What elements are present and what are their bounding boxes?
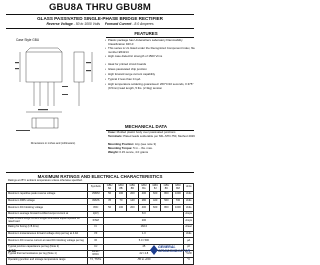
table-cell: 200 [104,218,184,225]
table-cell: pF [184,244,194,251]
table-cell: Operating junction and storage temperature range [7,257,88,264]
table-cell: IR [88,238,104,245]
package-outline-drawing [12,44,104,142]
table-row [7,218,194,225]
table-cell: Maximum DC blocking voltage [7,205,88,212]
table-cell: Amps [184,218,194,225]
feature-item: • High case dielectric strength of 1500 Vrms [105,54,163,58]
table-cell: RθJA / RθJC [88,251,104,258]
page-title: GBU8A THRU GBU8M [48,2,152,13]
table-cell: VRMS [88,198,104,205]
table-header-row [7,184,194,192]
table-header-cell: GBU 8J [150,184,161,192]
table-cell: Typical thermal resistance per leg (Note 1) [7,251,88,258]
table-header-cell [7,184,88,192]
table-header-cell: Symbols [88,184,104,192]
feature-item: • High forward surge current capability [105,72,156,76]
forward-current-label: Forward Current [104,22,132,26]
table-cell: TJ, TSTG [88,257,104,264]
table-cell: 600 [150,192,161,199]
table-cell: Maximum RMS voltage [7,198,88,205]
table-cell: 200 [127,192,138,199]
table-cell: 8.0 [104,211,184,218]
table-cell: 200 [127,205,138,212]
table-cell: μA [184,238,194,245]
table-cell: 420 [150,198,161,205]
table-row [7,257,194,264]
forward-current-value: - 8.0 Amperes [131,22,154,26]
feature-item: • Ideal for printed circuit boards [105,62,147,66]
feature-item: • This series is UL listed under the Recognized Component Index, file number E54214 [105,46,195,54]
mech-row: Mounting Torque: 5 in. - lbs. max. [108,146,153,150]
table-cell: A²sec [184,224,194,231]
table-cell: Maximum average forward rectified output current at [7,211,88,218]
table-header-cell: Units [184,184,194,192]
table-cell: 700 [172,198,184,205]
table-cell: CJ [88,244,104,251]
ratings-rule [6,172,194,173]
ratings-heading: MAXIMUM RATINGS AND ELECTRICAL CHARACTERISTICS [37,174,163,179]
table-cell: VDC [88,205,104,212]
table-cell: 1000 [172,192,184,199]
table-cell: I(AV) [88,211,104,218]
table-cell: °C [184,257,194,264]
table-cell: 1000 [172,205,184,212]
mech-row: Terminals: Plated leads solderable per MIL-STD-750, Method 2026 [108,134,195,138]
table-cell: I²t [88,224,104,231]
table-cell: 5.0 / 500 [104,238,184,245]
mech-row: Case: Molded plastic body over passivated junctions [108,130,176,134]
table-cell: 50 [104,205,115,212]
table-cell: -55 to +150 [104,257,184,264]
ratings-subheading: Ratings at 25°C ambient temperature unless otherwise specified. [8,179,83,182]
table-cell: Amps [184,211,194,218]
table-cell: Peak forward surge current single sine-wave superimposed on rated load [7,218,88,225]
table-cell: 560 [161,198,172,205]
features-heading: FEATURES [134,31,158,36]
table-cell: 70 [115,198,126,205]
ratings-summary [0,22,200,26]
table-cell: 100 [115,205,126,212]
table-cell: 600 [150,205,161,212]
table-cell: 166.0 [104,224,184,231]
table-cell: 35 [104,198,115,205]
reverse-voltage-label: Reverse Voltage [46,22,73,26]
table-row [7,205,194,212]
table-cell: 22 / 2.8 [104,251,184,258]
table-row [7,192,194,199]
feature-item: • Plastic package has Underwriters Laboratory Flammability Classification 94V-0 [105,38,183,46]
table-cell: Volts [184,231,194,238]
table-cell: Volts [184,205,194,212]
table-cell: Typical junction capacitance per leg (Note 2) [7,244,88,251]
table-cell: Volts [184,198,194,205]
table-cell: Maximum instantaneous forward voltage drop per leg at 4.0A [7,231,88,238]
table-cell: 100 [115,192,126,199]
table-cell: Maximum DC reverse current at rated DC blocking voltage per leg [7,238,88,245]
logo-icon [150,245,158,255]
mechanical-heading: MECHANICAL DATA [124,124,168,129]
table-cell: 50 [104,192,115,199]
table-cell: 280 [138,198,150,205]
table-cell: 140 [127,198,138,205]
table-cell: Volts [184,192,194,199]
table-cell: 1.0 [104,231,184,238]
table-cell: 800 [161,205,172,212]
table-cell: 45 [104,244,184,251]
table-header-cell: GBU 8A [104,184,115,192]
table-cell: VRRM [88,192,104,199]
title-rule [6,14,194,15]
table-cell: Maximum repetitive peak reverse voltage [7,192,88,199]
page-number: 4/98 [8,248,16,253]
table-cell: °C/W [184,251,194,258]
table-header-cell: GBU 8K [161,184,172,192]
company-logo-text: GENERAL SEMICONDUCTOR [158,245,191,253]
table-header-cell: GBU 8D [127,184,138,192]
mech-row: Weight: 0.15 ounce, 4.0 grams [108,150,149,154]
table-cell: IFSM [88,218,104,225]
table-row [7,238,194,245]
table-cell: Rating for fusing (t<8.3ms) [7,224,88,231]
table-header-cell: GBU 8B [115,184,126,192]
mech-row: Mounting Position: Any (see note 3) [108,142,157,146]
table-row [7,198,194,205]
feature-item: • Glass passivated chip junction [105,67,147,71]
table-header-cell: GBU 8M [172,184,184,192]
feature-item: • Typical Ir less than 0.1μA [105,77,141,81]
subtitle: GLASS PASSIVATED SINGLE-PHASE BRIDGE RECTIFIER [37,16,163,21]
table-cell: 400 [138,192,150,199]
case-style-label: Case Style GBU [16,38,40,42]
table-row [7,231,194,238]
table-cell: 800 [161,192,172,199]
table-row [7,224,194,231]
table-cell: VF [88,231,104,238]
header-rule [6,28,194,29]
reverse-voltage-value: - 50 to 1000 Volts [72,22,101,26]
dimension-note: Dimensions in inches and (millimeters) [30,142,76,145]
table-cell: 400 [138,205,150,212]
table-header-cell: GBU 8G [138,184,150,192]
feature-item: • High temperature soldering guaranteed: 260°C/10 seconds, 0.375" (9.5mm) lead length, 5 lbs. (2.3kg) tension [105,82,194,90]
